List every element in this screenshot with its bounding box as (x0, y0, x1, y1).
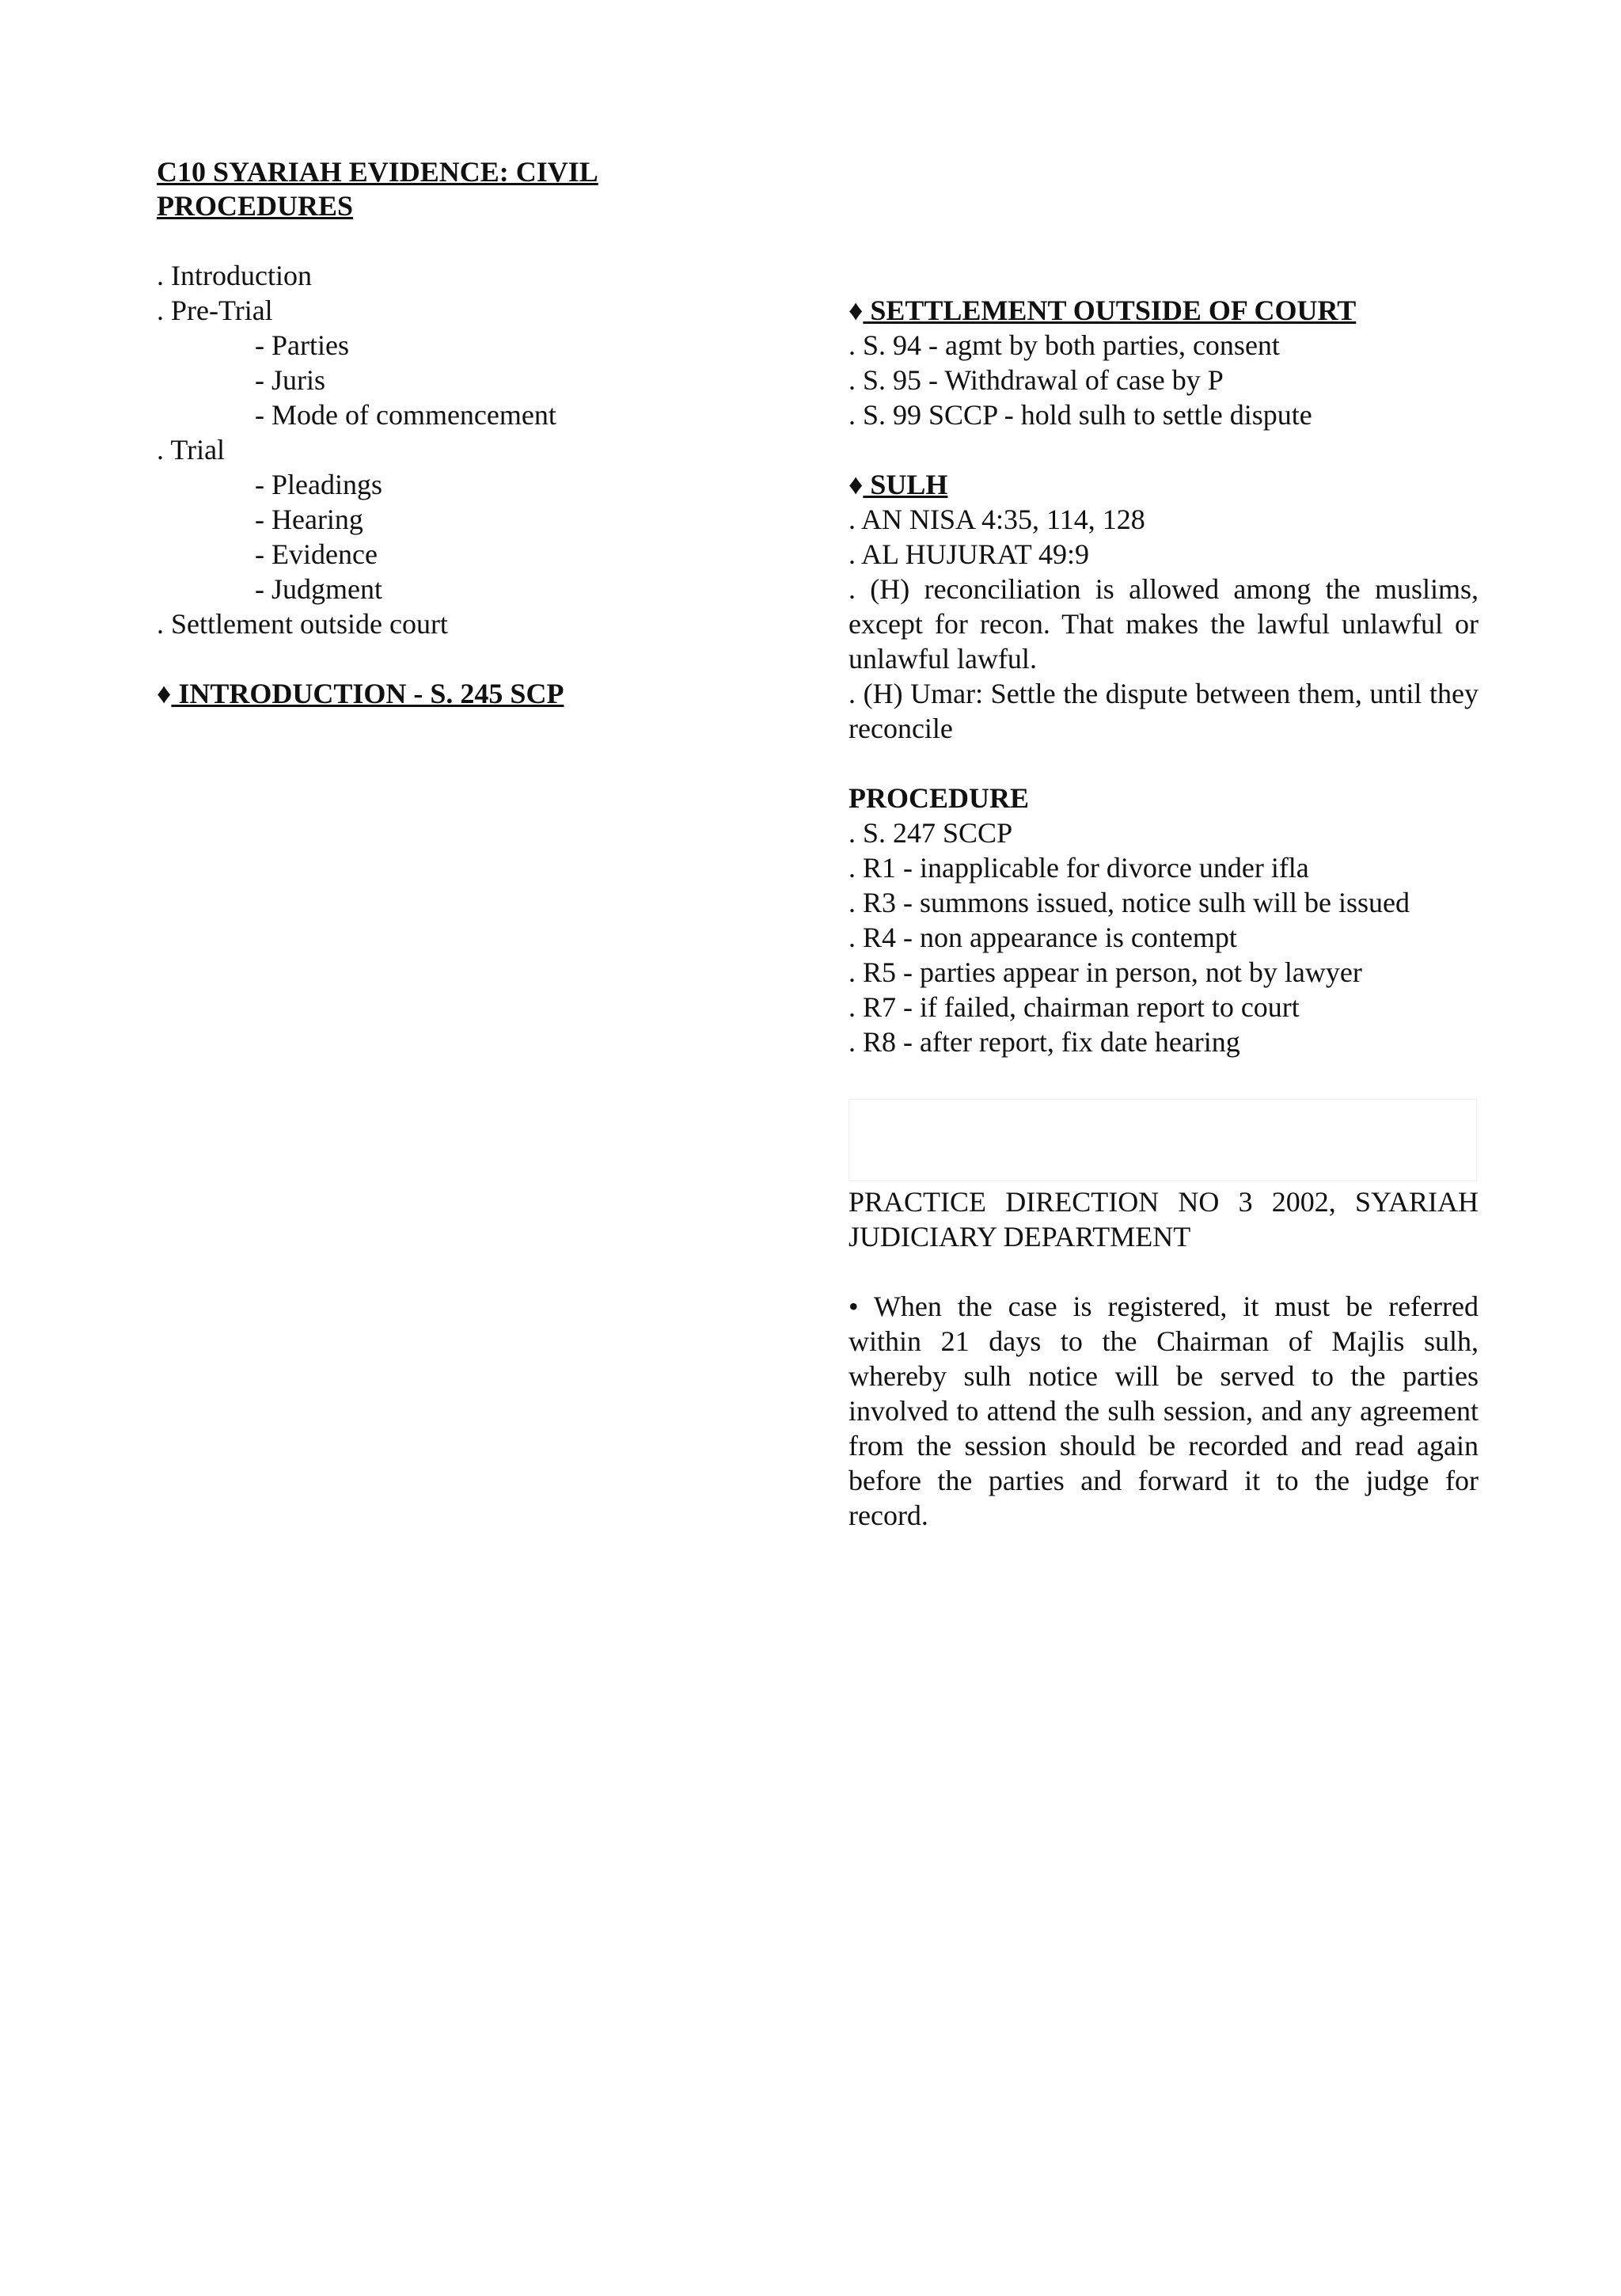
outline-item: . Trial (157, 434, 226, 466)
outline-subitem: - Parties (255, 329, 349, 361)
practice-direction-paragraph: • When the case is registered, it must be referred within 21 days to the Chairman of Majlis sulh, whereby sulh notice will be served to the parties involved to attend the sulh session, and any agreement from the session should be recorded and read again before the parties and forward it to the judge for record. (848, 1291, 1479, 1531)
outline-subitem: - Pleadings (255, 469, 382, 500)
document-title (157, 155, 727, 223)
left-column (157, 155, 727, 711)
procedure-item: . R4 - non appearance is contempt (848, 922, 1237, 953)
document-title-line-1: C10 SYARIAH EVIDENCE: CIVIL (157, 156, 598, 188)
sulh-item: . AL HUJURAT 49:9 (848, 538, 1090, 570)
empty-frame (848, 1099, 1477, 1181)
outline-subitem: - Juris (255, 364, 325, 396)
outline-item: . Introduction (157, 260, 312, 291)
diamond-bullet-icon: ♦ (157, 678, 172, 709)
outline-item: . Pre-Trial (157, 295, 273, 326)
settlement-heading-text: SETTLEMENT OUTSIDE OF COURT (863, 295, 1357, 326)
right-column (848, 293, 1479, 1533)
procedure-item: . R5 - parties appear in person, not by lawyer (848, 956, 1362, 988)
spacer (848, 432, 1479, 467)
settlement-item: . S. 95 - Withdrawal of case by P (848, 364, 1224, 396)
spacer (848, 1254, 1479, 1289)
introduction-heading-text: INTRODUCTION - S. 245 SCP (171, 678, 564, 709)
sulh-heading-text: SULH (863, 469, 948, 500)
outline-list (157, 258, 727, 641)
sulh-item: . AN NISA 4:35, 114, 128 (848, 504, 1145, 535)
procedure-heading: PROCEDURE (848, 782, 1030, 814)
practice-direction-title: PRACTICE DIRECTION NO 3 2002, SYARIAH JUDICIARY DEPARTMENT (848, 1186, 1479, 1253)
procedure-item: . S. 247 SCCP (848, 817, 1013, 849)
outline-subitem: - Mode of commencement (255, 399, 556, 431)
outline-subitem: - Evidence (255, 538, 378, 570)
spacer (157, 641, 727, 676)
outline-subitem: - Judgment (255, 573, 382, 605)
diamond-bullet-icon: ♦ (848, 295, 864, 326)
procedure-item: . R7 - if failed, chairman report to court (848, 991, 1300, 1023)
spacer (848, 746, 1479, 781)
settlement-heading (848, 293, 1479, 328)
sulh-item: . (H) Umar: Settle the dispute between them, until they reconcile (848, 678, 1479, 744)
sulh-item: . (H) reconciliation is allowed among the muslims, except for recon. That makes the lawful unlawful or unlawful lawful. (848, 573, 1479, 675)
document-title-line-2: PROCEDURES (157, 190, 354, 222)
procedure-item: . R8 - after report, fix date hearing (848, 1026, 1240, 1058)
diamond-bullet-icon: ♦ (848, 469, 864, 500)
outline-subitem: - Hearing (255, 504, 363, 535)
sulh-heading (848, 467, 1479, 502)
settlement-item: . S. 94 - agmt by both parties, consent (848, 329, 1280, 361)
procedure-item: . R3 - summons issued, notice sulh will be issued (848, 887, 1410, 918)
settlement-item: . S. 99 SCCP - hold sulh to settle dispute (848, 399, 1312, 431)
procedure-item: . R1 - inapplicable for divorce under ifla (848, 852, 1309, 884)
outline-item: . Settlement outside court (157, 608, 448, 640)
introduction-heading (157, 676, 727, 711)
